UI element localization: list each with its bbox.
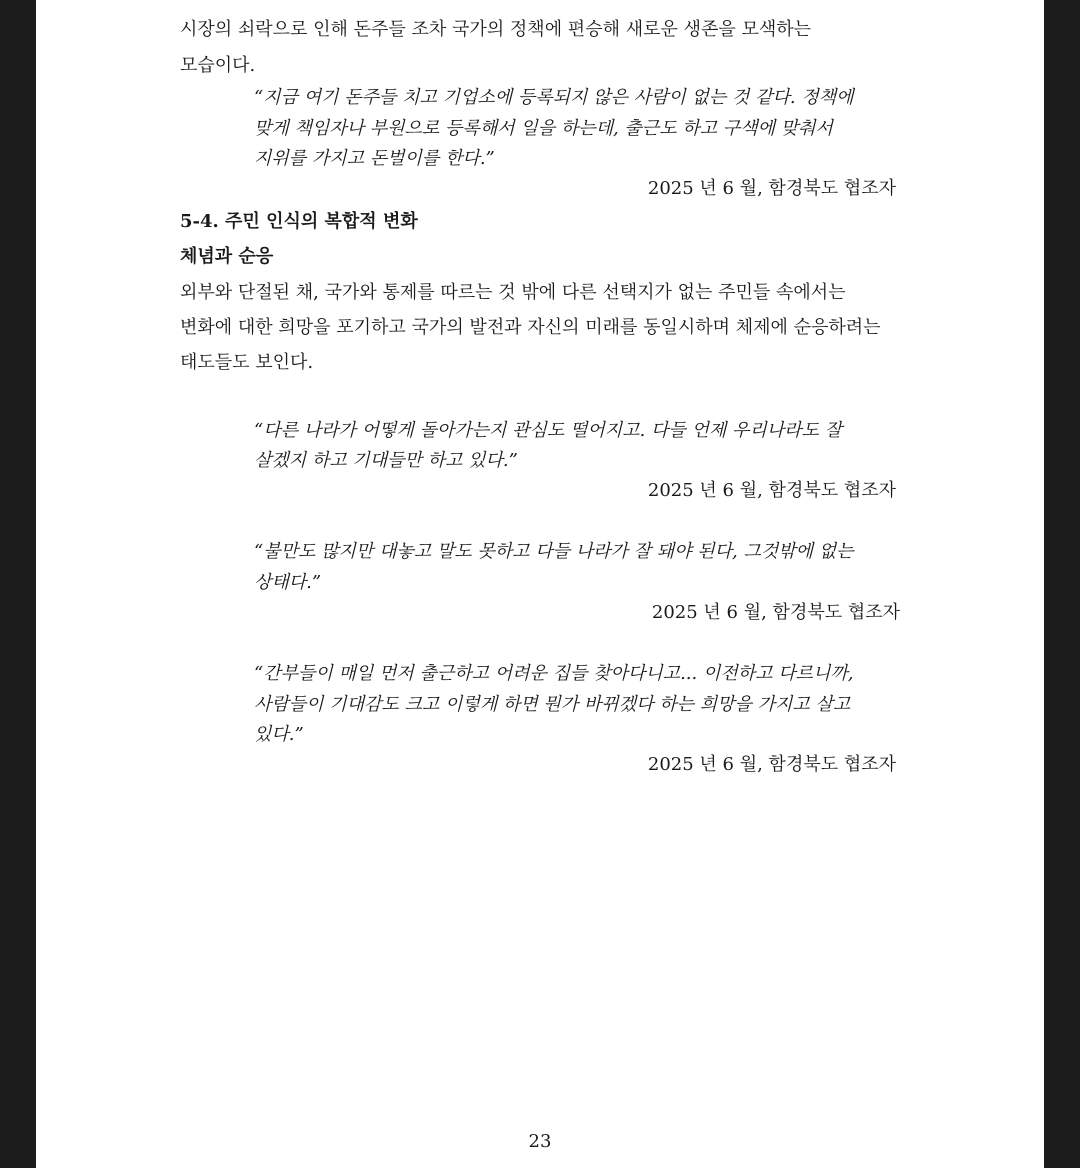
quote1-line-3: 지위를 가지고 돈벌이를 한다.” [254,148,495,169]
quote2-line-1: “다른 나라가 어떻게 돌아가는지 관심도 떨어지고. 다들 언제 우리나라도 잘 [254,420,843,441]
quote1-attribution: 2025 년 6 월, 함경북도 협조자 [647,178,896,199]
intro-line-1: 시장의 쇠락으로 인해 돈주들 조차 국가의 정책에 편승해 새로운 생존을 모색하는 [180,19,812,40]
quote3-line-2: 상태다.” [254,572,322,593]
quote3-attribution: 2025 년 6 월, 함경북도 협조자 [651,602,900,623]
paragraph-line-2: 변화에 대한 희망을 포기하고 국가의 발전과 자신의 미래를 동일시하며 체제에 순응하려는 [180,317,881,338]
quote4-line-3: 있다.” [254,724,304,745]
quote3-line-1: “불만도 많지만 대놓고 말도 못하고 다들 나라가 잘 돼야 된다, 그것밖에 없는 [254,541,854,562]
quote2-attribution: 2025 년 6 월, 함경북도 협조자 [647,480,896,501]
intro-line-2: 모습이다. [180,55,256,76]
paragraph-line-1: 외부와 단절된 채, 국가와 통제를 따르는 것 밖에 다른 선택지가 없는 주민들 속에서는 [180,282,846,303]
quote2-line-2: 살겠지 하고 기대들만 하고 있다.” [254,450,518,471]
section-heading: 5-4. 주민 인식의 복합적 변화 [180,211,418,232]
quote4-line-2: 사람들이 기대감도 크고 이렇게 하면 뭔가 바뀌겠다 하는 희망을 가지고 살고 [254,694,851,715]
quote4-line-1: “간부들이 매일 먼저 출근하고 어려운 집들 찾아다니고... 이전하고 다르니까, [254,663,854,684]
document-page [36,0,1044,1168]
quote1-line-2: 맞게 책임자나 부원으로 등록해서 일을 하는데, 출근도 하고 구색에 맞춰서 [254,118,833,139]
quote1-line-1: “지금 여기 돈주들 치고 기업소에 등록되지 않은 사람이 없는 것 같다. 정책에 [254,87,854,108]
quote4-attribution: 2025 년 6 월, 함경북도 협조자 [647,754,896,775]
paragraph-line-3: 태도들도 보인다. [180,352,314,373]
subheading: 체념과 순응 [180,246,274,267]
page-number: 23 [528,1131,552,1152]
